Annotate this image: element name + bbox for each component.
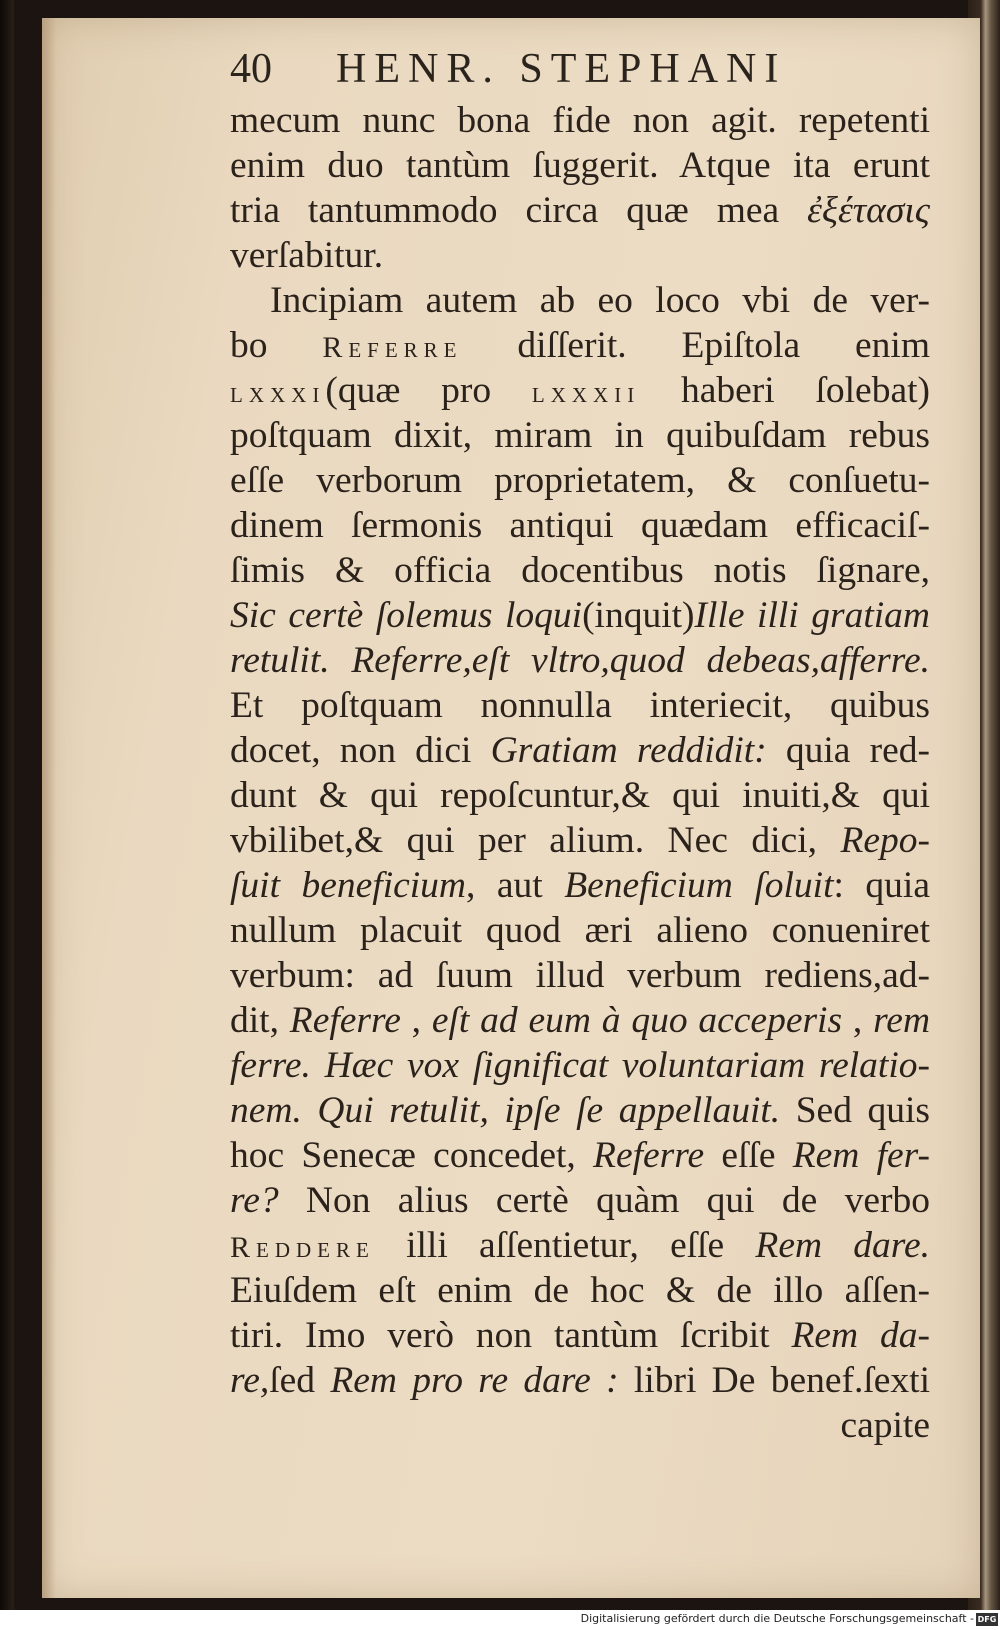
text-line (230, 98, 930, 143)
text-segment: poſtquam dixit, miram in quibuſdam rebus (230, 415, 930, 456)
text-segment: Et poſtquam nonnulla interiecit, quibus (230, 685, 930, 726)
italic-text: Referre (593, 1135, 705, 1176)
small-caps-text: Reddere (230, 1231, 375, 1264)
text-segment: Eiuſdem eſt enim de hoc & de illo aſſen- (230, 1270, 930, 1311)
italic-text: ferre. Hæc vox ſignificat voluntariam relatio- (230, 1045, 930, 1086)
scan-left-margin (0, 0, 14, 1610)
italic-text: eſt ad eum à quo acceperis (431, 1000, 843, 1041)
italic-text: re? (230, 1180, 279, 1221)
text-segment: illi aſſentietur, eſſe (374, 1225, 756, 1266)
text-segment: quia red- (766, 730, 930, 771)
text-line (230, 818, 930, 863)
text-line (230, 1313, 930, 1358)
text-segment: hoc Senecæ concedet, (230, 1135, 594, 1176)
text-segment: , (842, 1000, 874, 1041)
italic-text: Repo- (840, 820, 930, 861)
text-segment: eſſe verborum proprietatem, & conſuetu- (230, 460, 930, 501)
text-line (230, 1133, 930, 1178)
text-line (230, 953, 930, 998)
text-line (230, 998, 930, 1043)
page-gutter-shadow (42, 18, 56, 1598)
footer-credit: Digitalisierung gefördert durch die Deutsche Forschungsgemeinschaft - (580, 1612, 974, 1625)
text-line (230, 233, 930, 278)
text-segment: : quia (833, 865, 930, 906)
italic-text: Rem pro re dare : (330, 1360, 619, 1401)
text-line (230, 1403, 930, 1448)
text-line (230, 773, 930, 818)
italic-text: ἐξέτασις (807, 190, 930, 231)
text-line (230, 413, 930, 458)
text-segment: ſimis & officia docentibus notis ſignare, (230, 550, 930, 591)
text-segment: verbum: ad ſuum illud verbum rediens,ad- (230, 955, 930, 996)
text-segment: capite (840, 1405, 930, 1446)
text-line (230, 908, 930, 953)
text-segment: haberi ſolebat) (640, 370, 930, 411)
italic-text: Beneficium ſoluit (564, 865, 834, 906)
italic-text: re, (230, 1360, 270, 1401)
text-segment: (inquit) (582, 595, 695, 636)
text-line (230, 458, 930, 503)
italic-text: rem (873, 1000, 931, 1041)
page-number: 40 (230, 46, 272, 92)
text-segment: (quæ pro (325, 370, 532, 411)
body-text (230, 98, 930, 1448)
text-segment: libri De benef.ſexti (618, 1360, 930, 1401)
text-segment: Sed quis (780, 1090, 930, 1131)
italic-text: Ille illi gratiam (694, 595, 930, 636)
italic-text: Rem dare. (755, 1225, 930, 1266)
text-line (230, 1268, 930, 1313)
text-segment: , aut (466, 865, 565, 906)
italic-text: Sic certè ſolemus loqui (230, 595, 583, 636)
text-segment: dinem ſermonis antiqui quædam efficaciſ- (230, 505, 930, 546)
text-line (230, 683, 930, 728)
text-line (230, 278, 930, 323)
text-segment: dit, (230, 1000, 290, 1041)
text-segment: nullum placuit quod æri alieno conueniret (230, 910, 930, 951)
text-segment: diſſerit. Epiſtola enim (462, 325, 930, 366)
text-segment: docet, non dici (230, 730, 491, 771)
page-header (230, 40, 950, 98)
text-segment: verſabitur. (230, 235, 384, 276)
text-line (230, 728, 930, 773)
text-segment: vbilibet,& qui per alium. Nec dici, (230, 820, 841, 861)
text-line (230, 1178, 930, 1223)
italic-text: Gratiam reddidit: (490, 730, 767, 771)
italic-text: ſuit beneficium (230, 865, 467, 906)
text-segment: tiri. Imo verò non tantùm ſcribit (230, 1315, 792, 1356)
text-line (230, 593, 930, 638)
text-segment: Non alius certè quàm qui de verbo (278, 1180, 930, 1221)
running-head: HENR. STEPHANI (336, 46, 787, 92)
text-segment: mecum nunc bona fide non agit. repetenti (230, 100, 930, 141)
text-line (230, 368, 930, 413)
italic-text: Rem da- (791, 1315, 930, 1356)
italic-text: Rem fer- (792, 1135, 930, 1176)
text-line (230, 638, 930, 683)
small-caps-text: lxxxii (531, 376, 641, 409)
text-segment: ſed (269, 1360, 331, 1401)
small-caps-text: lxxxi (230, 376, 326, 409)
text-line (230, 863, 930, 908)
text-segment: enim duo tantùm ſuggerit. Atque ita erunt (230, 145, 930, 186)
text-line (230, 503, 930, 548)
text-line (230, 548, 930, 593)
italic-text: Referre (289, 1000, 401, 1041)
text-line (230, 143, 930, 188)
text-line (230, 1043, 930, 1088)
italic-text: retulit. Referre,eſt vltro,quod debeas,afferre. (230, 640, 930, 681)
italic-text: nem. Qui retulit, ipſe ſe appellauit. (230, 1090, 781, 1131)
text-line (230, 1223, 930, 1268)
text-segment: dunt & qui repoſcuntur,& qui inuiti,& qui (230, 775, 930, 816)
dfg-logo: DFG (977, 1615, 997, 1624)
text-line (230, 1088, 930, 1133)
text-segment: bo (230, 325, 323, 366)
text-segment: eſſe (704, 1135, 793, 1176)
text-segment: , (400, 1000, 432, 1041)
text-segment: tria tantummodo circa quæ mea (230, 190, 808, 231)
text-line (230, 323, 930, 368)
text-line (230, 1358, 930, 1403)
footer-bar (0, 1610, 1000, 1630)
text-segment: Incipiam autem ab eo loco vbi de ver- (270, 280, 930, 321)
small-caps-text: Referre (322, 331, 463, 364)
text-line (230, 188, 930, 233)
